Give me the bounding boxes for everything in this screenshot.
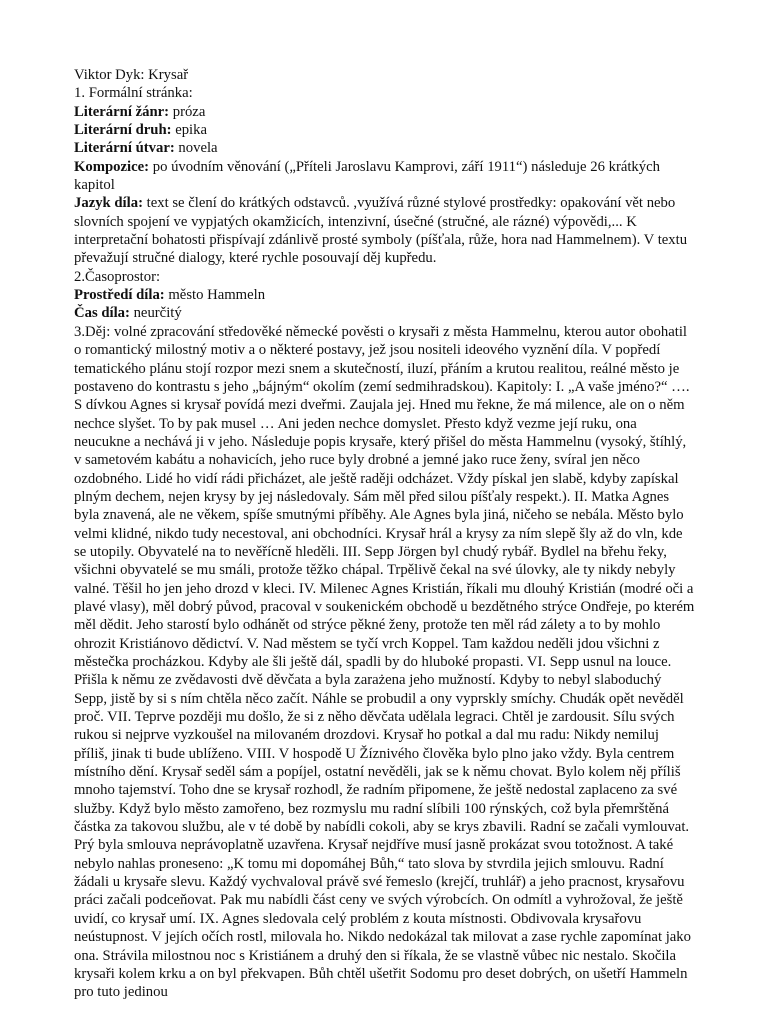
plot-paragraph: 3.Děj: volné zpracování středověké německé pověsti o krysaři z města Hammelnu, kterou autor obohatil o romantický milostný motiv a o některé postavy, jež jsou nositeli ideového vyznění díla. V popředí tematického plánu stojí rozpor mezi snem a skutečností, iluzí, přáním a krutou realitou, reálné město je postaveno do kontrastu s jeho „bájným“ okolím (zemí sedmihradskou). Kapitoly: I. „A vaše jméno?“ …. S dívkou Agnes si krysař povídá mezi dveřmi. Zaujala jej. Hned mu řekne, že má milence, ale on o něm nechce slyšet. To by pak musel … Ani jeden nechce domyslet. Přesto když vezme její ruku, ona neucukne a nechává ji v jeho. Následuje popis krysaře, který přišel do města Hammelnu (vysoký, štíhlý, v sametovém kabátu a nohavicích, jeho ruce byly drobné a jemné jako ruce ženy, svíral jen něco ozdobného. Lidé ho vidí rádi přicházet, ale ještě raději odcházet. Vždy pískal jen slabě, kdyby zapískal plným dechem, nejen krysy by jej následovaly. Sám měl před silou píšťaly respekt.). II. Matka Agnes byla znavená, ale ne věkem, spíše smutnými příběhy. Ale Agnes byla jiná, ničeho se nebála. Město bylo velmi klidné, nikdo tudy necestoval, ani obchodníci. Krysař hrál a krysy za ním slepě šly až do vln, kde se utopily. Obyvatelé na to nevěřícně hleděli. III. Sepp Jörgen byl chudý rybář. Bydlel na břehu řeky, všichni obyvatelé se mu smáli, protože těžko chápal. Trpělivě čekal na své úlovky, ale ty nikdy nebyly valné. Těšil ho jen jeho drozd v kleci. IV. Milenec Agnes Kristián, říkali mu dlouhý Kristián (modré oči a plavé vlasy), měl dobrý původ, pracoval v soukenickém obchodě u bezdětného strýce Ondřeje, po kterém měl dědit. Jeho starostí bylo odhánět od strýce pěkné ženy, protože ten měl rád zálety a to by mohlo ohrozit Kristiánovo dědictví. V. Nad městem se tyčí vrch Koppel. Tam každou neděli jdou všichni z městečka procházkou. Kdyby ale šli ještě dál, spadli by do hluboké propasti. VI. Sepp usnul na louce. Přišla k němu ze zvědavosti dvě děvčata a byla zarażena jeho mužností. Kdyby to nebyl slaboduchý Sepp, jistě by si s ním chtěla něco začít. Náhle se probudil a ony vyprskly smíchy. Chudák opět nevěděl proč. VII. Teprve později mu došlo, že si z něho děvčata udělala legraci. Chtěl je zardousit. Sílu svých rukou si nejprve vyzkoušel na milovaném drozdovi. Krysař ho potkal a dal mu radu: Nikdy nemiluj příliš, jinak ti bude ublíženo. VIII. V hospodě U Žíznivého člověka bylo plno jako vždy. Byla centrem místního dění. Krysař seděl sám a popíjel, ostatní nevěděli, jak se k němu chovat. Bylo kolem něj příliš mnoho tajemství. Toho dne se krysař rozhodl, že radním připomene, že ještě nedostal zaplaceno za své služby. Když bylo město zamořeno, bez rozmyslu mu radní slíbili 100 rýnských, což byla přemrštěná částka za takovou službu, ale v té době by nabídli cokoli, aby se krys zbavili. Radní se začali vymlouvat. Prý byla smlouva neprávoplatně uzavřena. Krysař nejdříve musí jasně prokázat svou totožnost. A také nebylo nahlas proneseno: „K tomu mi dopomáhej Bůh,“ tato slova by stvrdila jejich smlouvu. Radní žádali u krysaře slevu. Každý vychvaloval právě své řemeslo (krejčí, truhlář) a jeho pracnost, krysařovu práci začali podceňovat. Pak mu nabídli část ceny ve svých výrobcích. On odmítl a vyhrožoval, že ještě uvidí, co krysař umí. IX. Agnes sledovala celý problém z kouta místnosti. Obdivovala krysařovu neústupnost. V jejích očích rostl, milovala ho. Nikdo nedokázal tak milovat a zase rychle zapomínat jako ona. Strávila milostnou noc s Kristiánem a druhý den si říkala, že se vlastně vůbec nic nestalo. Skočila krysaři kolem krku a on byl překvapen. Bůh chtěl ušetřit Sodomu pro deset dobrých, on ušetří Hammeln pro tuto jedinou bbox=[74, 323, 695, 1001]
time-label: Čas díla: bbox=[74, 305, 130, 322]
composition-value: po úvodním věnování („Příteli Jaroslavu Kamprovi, září 1911“) následuje 26 krátkých kapitol bbox=[74, 158, 660, 194]
time-value: neurčitý bbox=[129, 305, 182, 322]
document-page bbox=[74, 66, 696, 1002]
literary-form-row bbox=[74, 139, 696, 157]
literary-kind-value: epika bbox=[171, 122, 207, 139]
setting-row bbox=[74, 286, 696, 304]
literary-genre-row bbox=[74, 103, 696, 121]
setting-value: město Hammeln bbox=[164, 287, 266, 304]
language-label: Jazyk díla: bbox=[74, 195, 143, 212]
language-value: text se člení do krátkých odstavců. ,využívá různé stylové prostředky: opakování vět nebo slovních spojení ve vypjatých okamžicích, intenzivní, úsečné (stručné, ale rázné) výpovědi,... K interpretační bohatosti přispívají zdánlivě prosté symboly (píšťala, růže, hora nad Hammelnem). V textu převažují stručné dialogy, které rychle posouvají děj kupředu. bbox=[74, 195, 688, 267]
document-title: Viktor Dyk: Krysař bbox=[74, 67, 189, 83]
literary-form-value: novela bbox=[174, 140, 218, 157]
literary-genre-value: próza bbox=[169, 103, 206, 120]
setting-label: Prostředí díla: bbox=[74, 287, 165, 304]
section-formal-heading: 1. Formální stránka: bbox=[74, 85, 193, 102]
composition-label: Kompozice: bbox=[74, 158, 150, 175]
time-row bbox=[74, 304, 696, 322]
section-time-space-heading: 2.Časoprostor: bbox=[74, 268, 161, 285]
literary-form-label: Literární útvar: bbox=[74, 140, 175, 157]
literary-kind-label: Literární druh: bbox=[74, 122, 172, 139]
language-paragraph bbox=[74, 194, 696, 267]
literary-genre-label: Literární žánr: bbox=[74, 103, 170, 120]
literary-kind-row bbox=[74, 121, 696, 139]
composition-paragraph bbox=[74, 158, 696, 195]
